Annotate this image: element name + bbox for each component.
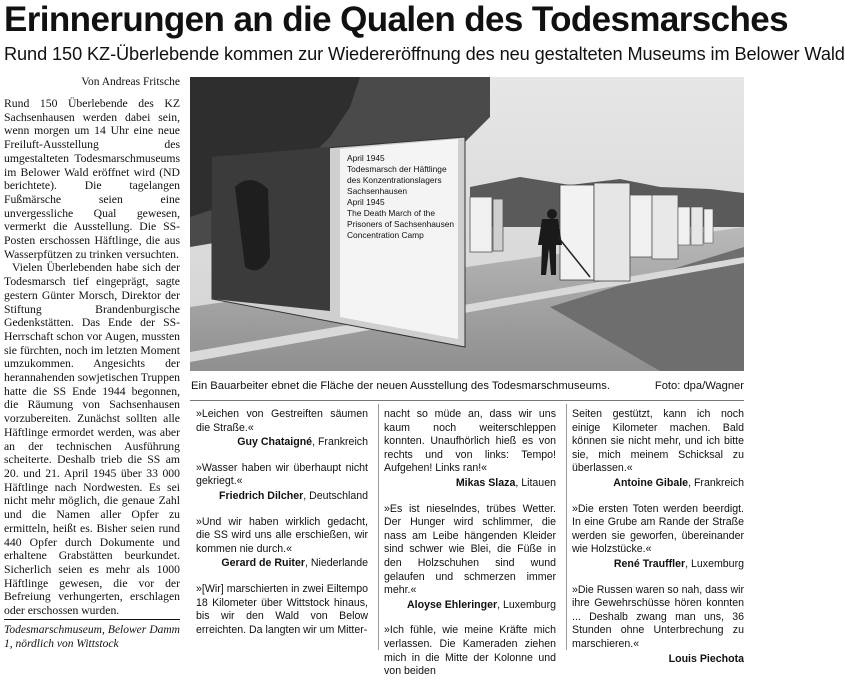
quote-item <box>196 462 368 504</box>
quote-attribution <box>196 490 368 504</box>
panel-text: April 1945 <box>347 197 385 207</box>
quote-item <box>384 503 556 613</box>
quote-text: »Wasser haben wir überhaupt nicht gekriegt.« <box>196 461 368 488</box>
quote-country: , Frankreich <box>312 436 368 449</box>
quote-country: , Luxemburg <box>497 598 556 611</box>
quote-item <box>384 408 556 491</box>
quote-item <box>572 408 744 491</box>
quote-author: Friedrich Dilcher <box>219 489 304 502</box>
article-paragraph: Rund 150 Überlebende des KZ Sachsenhausen werden dabei sein, wenn morgen um 14 Uhr eine neue Freiluft-Ausstellung des umgestalteten Todesmarschmuseums im Belower Wald eröffnet wird (ND berichtete). Die tagelangen Fußmärsche seien eine unvergessliche Qual gewesen, vermerkt die Ausstellung. Die SS-Posten erschossen Häftlinge, die aus Wasserpfützen zu trinken versuchten. <box>4 97 180 261</box>
quote-attribution <box>384 599 556 613</box>
quote-attribution <box>196 436 368 450</box>
quote-author: Guy Chataigné <box>237 436 313 449</box>
quote-author: Gerard de Ruiter <box>221 557 305 570</box>
quotes-column <box>196 408 368 649</box>
quote-author: Antoine Gibale <box>613 476 689 489</box>
panel-text: April 1945 <box>347 153 385 163</box>
photo-credit: Foto: dpa/Wagner <box>654 380 744 392</box>
panel-text: Prisoners of Sachsenhausen <box>347 219 455 229</box>
quote-author: Louis Piechota <box>668 652 744 665</box>
panel-text: The Death March of the <box>347 208 435 218</box>
quote-author: Aloyse Ehleringer <box>407 598 498 611</box>
museum-address: Todesmarschmuseum, Belower Damm 1, nördlich von Wittstock <box>4 624 180 650</box>
quote-text: »Es ist nieselndes, trübes Wetter. Der Hunger wird schlimmer, die nass am Leibe hängenden Kleider sind schwer wie Blei, die Füße in den Holzschuhen sind wund gelaufen und schmerzen immer mehr.« <box>384 502 556 597</box>
subheadline: Rund 150 KZ-Überlebende kommen zur Wiedereröffnung des neu gestalteten Museums im Belower Wald <box>4 44 845 64</box>
article-body <box>4 97 180 618</box>
quote-country: , Niederlande <box>304 557 368 570</box>
quote-item <box>572 503 744 572</box>
panel-text: des Konzentrationslagers <box>347 175 442 185</box>
panel-text: Concentration Camp <box>347 230 424 240</box>
quote-attribution <box>384 477 556 491</box>
quote-item <box>384 624 556 678</box>
column-divider <box>566 404 567 650</box>
quote-country: , Luxemburg <box>685 557 744 570</box>
quote-item <box>196 516 368 571</box>
quote-text: nacht so müde an, dass wir uns kaum noch weiterschleppen konnten. Unaufhörlich hieß es von rechts und von links: Tempo! Aufgehen! Links ran!« <box>384 408 556 475</box>
quote-attribution <box>572 477 744 491</box>
quote-text: »Ich fühle, wie meine Kräfte mich verlassen. Die Kameraden ziehen mich in die Mitte der Kolonne und von beiden <box>384 624 556 678</box>
panel-text: Todesmarsch der Häftlinge <box>347 164 447 174</box>
quotes-divider <box>190 400 744 401</box>
caption-text: Ein Bauarbeiter ebnet die Fläche der neuen Ausstellung des Todesmarschmuseums. <box>191 380 610 392</box>
quote-text: »Die ersten Toten werden beerdigt. In eine Grube am Rande der Straße werden sie geworfen, übereinander wie Holzstücke.« <box>572 502 744 556</box>
panel-text: Sachsenhausen <box>347 186 408 196</box>
quote-country: , Litauen <box>515 476 556 489</box>
quote-item <box>196 408 368 450</box>
footer-divider <box>4 619 180 620</box>
column-divider <box>378 404 379 650</box>
quote-text: Seiten gestützt, kann ich noch einige Kilometer machen. Bald können sie nicht mehr, und ich bitte sie, mich meinem Schicksal zu überlassen.« <box>572 408 744 475</box>
news-photo <box>190 77 744 371</box>
quote-author: René Trauffler <box>613 557 686 570</box>
quote-country: , Deutschland <box>303 489 368 502</box>
headline: Erinnerungen an die Qualen des Todesmarsches <box>4 0 789 39</box>
quotes-column <box>384 408 556 691</box>
quote-country: , Frankreich <box>688 476 744 489</box>
quote-item <box>196 583 368 637</box>
quote-attribution <box>196 557 368 571</box>
byline: Von Andreas Fritsche <box>81 76 180 88</box>
quotes-column <box>572 408 744 678</box>
quote-text: »Leichen von Gestreiften säumen die Straße.« <box>196 408 368 434</box>
quote-text: »Die Russen waren so nah, dass wir ihre Gewehrschüsse hören konnten ... Deshalb zwang man uns, 36 Stunden ohne Unterbrechung zu marschieren.« <box>572 583 744 650</box>
article-paragraph: Vielen Überlebenden habe sich der Todesmarsch tief eingeprägt, sagte gestern Günter Morsch, Direktor der Stiftung Brandenburgische Gedenkstätten. Das Ende der SS-Herrschaft schon vor Augen, mussten sie fürchten, noch im letzten Moment umzukommen. Angesichts der herannahenden sowjetischen Truppen hatte die SS Ende 1944 begonnen, die Räumung von Sachsenhausen vorzubereiten. Zunächst sollten alle Häftlinge ermordet werden, was aber an der technischen Ausführung scheiterte. Deshalb trieb die SS am 20. und 21. April 1945 über 33 000 Häftlinge nach Nordwesten. Es sei nicht mehr möglich, die genaue Zahl und die Namen aller Opfer zu ermitteln, heißt es. Bisher seien rund 440 Opfer durch Dokumente und erhaltene Grabstätten beurkundet. Sicherlich seien es mehr als 1000 Häftlinge gewesen, die vor der Befreiung verhungerten, erschlagen oder erschossen wurden. <box>4 261 180 618</box>
quote-text: »Und wir haben wirklich gedacht, die SS wird uns alle erschießen, wir kommen nie durch.« <box>196 515 368 555</box>
quote-attribution <box>572 558 744 572</box>
quote-text: »[Wir] marschierten in zwei Eiltempo 18 Kilometer über Wittstock hinaus, bis wir den Wald von Below erreichten. Da langten wir um Mitter- <box>196 582 368 636</box>
quote-attribution <box>572 653 744 667</box>
photo-caption <box>191 379 744 393</box>
quote-item <box>572 584 744 667</box>
quote-author: Mikas Slaza <box>455 476 516 489</box>
photo-illustration <box>190 77 744 371</box>
